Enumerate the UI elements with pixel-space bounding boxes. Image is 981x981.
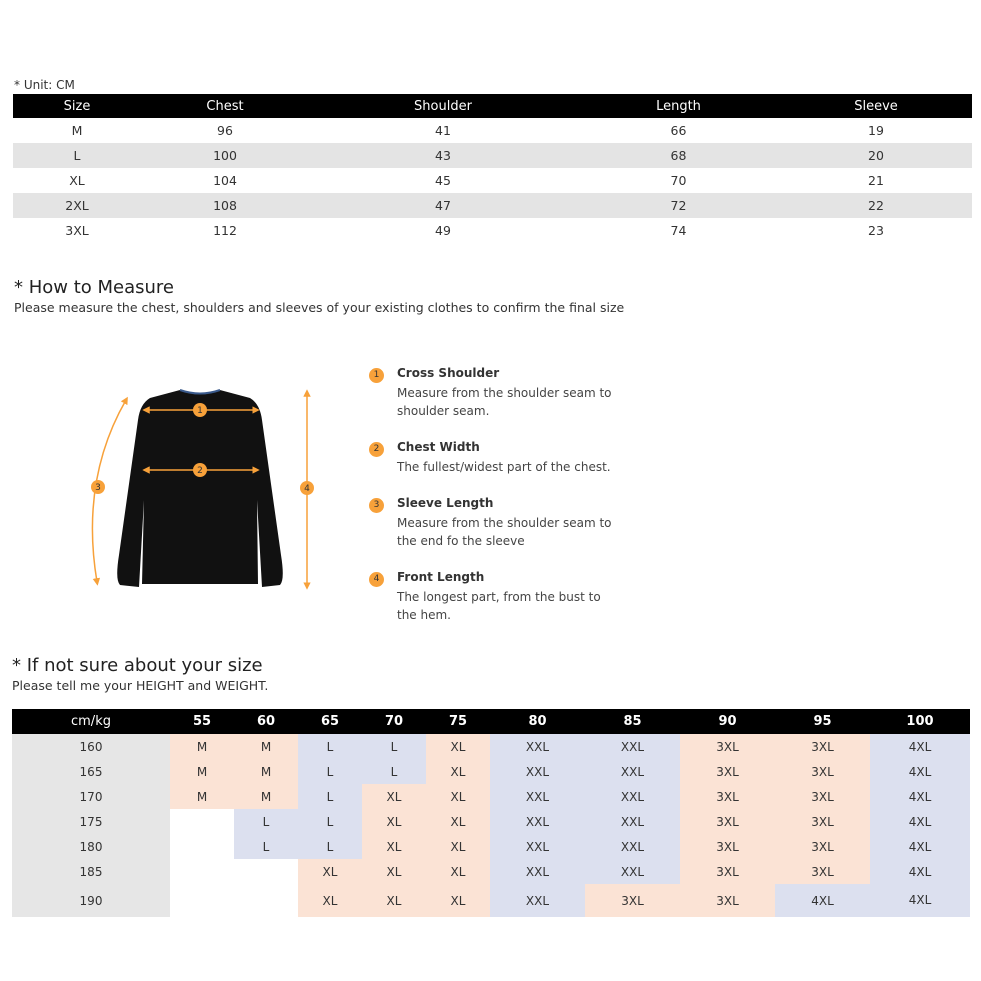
size-cell: XL [298, 884, 362, 917]
chest-cell: 108 [141, 193, 309, 218]
empty-cell [170, 809, 234, 834]
size-recommendation-grid [12, 709, 970, 917]
height-label: 160 [12, 734, 170, 759]
size-cell: L [362, 734, 426, 759]
size-table-row [13, 193, 972, 218]
size-cell: XL [426, 809, 490, 834]
size-table-header: Chest [141, 94, 309, 118]
marker-4 [300, 481, 314, 495]
size-cell: XXL [490, 734, 585, 759]
weight-header: 65 [298, 709, 362, 734]
height-label: 170 [12, 784, 170, 809]
size-cell: 3XL [775, 809, 870, 834]
legend-title: Sleeve Length [397, 496, 494, 510]
size-cell: L [298, 834, 362, 859]
size-cell: 3XL [680, 734, 775, 759]
empty-cell [170, 884, 234, 917]
chest-cell: 96 [217, 123, 233, 138]
weight-header: 60 [234, 709, 298, 734]
size-cell: XL [298, 859, 362, 884]
size-cell: 2XL [13, 193, 141, 218]
height-label: 175 [12, 809, 170, 834]
size-cell: 4XL [870, 834, 970, 859]
weight-header: 85 [585, 709, 680, 734]
size-cell: 3XL [775, 859, 870, 884]
size-cell: XL [69, 173, 85, 188]
size-cell: 3XL [775, 759, 870, 784]
size-cell: L [298, 784, 362, 809]
sleeve-cell: 19 [868, 123, 884, 138]
size-cell: XXL [490, 809, 585, 834]
shoulder-cell: 43 [309, 143, 577, 168]
sweater-shape [117, 390, 283, 587]
size-cell: XL [362, 809, 426, 834]
legend-description: The fullest/widest part of the chest. [397, 460, 611, 474]
size-cell: 4XL [870, 784, 970, 809]
size-cell: 3XL [775, 834, 870, 859]
weight-header: 55 [170, 709, 234, 734]
legend-title: Cross Shoulder [397, 366, 500, 380]
size-cell: 3XL [680, 859, 775, 884]
size-table-row [13, 143, 972, 168]
size-cell: XXL [585, 734, 680, 759]
number-badge: 1 [369, 368, 384, 383]
chest-cell: 104 [213, 173, 237, 188]
height-label: 180 [12, 834, 170, 859]
shoulder-cell: 45 [435, 173, 451, 188]
size-cell: M [234, 784, 298, 809]
weight-header: 100 [870, 709, 970, 734]
weight-header: 95 [775, 709, 870, 734]
marker-3 [91, 480, 105, 494]
empty-cell [234, 884, 298, 917]
size-cell: XXL [490, 884, 585, 917]
how-to-measure-subtitle: Please measure the chest, shoulders and sleeves of your existing clothes to confirm the final size [14, 300, 625, 315]
weight-header: 90 [680, 709, 775, 734]
not-sure-subtitle: Please tell me your HEIGHT and WEIGHT. [12, 678, 269, 693]
size-cell: 3XL [585, 884, 680, 917]
sleeve-cell: 20 [780, 143, 972, 168]
size-cell: 4XL [870, 859, 970, 884]
size-table-header-row [13, 94, 972, 118]
sweater-diagram [80, 380, 320, 595]
shoulder-cell: 41 [435, 123, 451, 138]
size-cell: XXL [585, 759, 680, 784]
number-badge: 3 [369, 498, 384, 513]
size-cell: 4XL [870, 884, 970, 917]
sleeve-cell: 23 [868, 223, 884, 238]
size-cell: XL [362, 884, 426, 917]
legend-description: Measure from the shoulder seam to the end fo the sleeve [397, 516, 612, 548]
not-sure-title: * If not sure about your size [12, 655, 263, 676]
size-cell: XXL [585, 809, 680, 834]
size-cell: 4XL [870, 759, 970, 784]
weight-header: 75 [426, 709, 490, 734]
size-cell: M [234, 759, 298, 784]
size-cell: L [13, 143, 141, 168]
size-cell: XL [362, 834, 426, 859]
legend-description: Measure from the shoulder seam to shoulder seam. [397, 386, 612, 418]
weight-header: 70 [362, 709, 426, 734]
size-cell: XL [426, 734, 490, 759]
unit-note: * Unit: CM [14, 78, 75, 92]
size-cell: XL [426, 859, 490, 884]
empty-cell [234, 859, 298, 884]
chest-cell: 100 [141, 143, 309, 168]
weight-header: 80 [490, 709, 585, 734]
size-table-header: Length [577, 94, 780, 118]
size-cell: XL [362, 859, 426, 884]
size-cell: XXL [490, 834, 585, 859]
how-to-measure-title: * How to Measure [14, 277, 175, 298]
size-table-header: Sleeve [780, 94, 972, 118]
shoulder-cell: 49 [435, 223, 451, 238]
size-cell: L [234, 834, 298, 859]
size-cell: L [234, 809, 298, 834]
size-cell: 3XL [680, 784, 775, 809]
size-cell: 3XL [65, 223, 89, 238]
size-cell: 4XL [870, 809, 970, 834]
grid-corner-label: cm/kg [12, 709, 170, 734]
size-cell: 3XL [775, 734, 870, 759]
marker-label: 1 [197, 406, 203, 416]
sleeve-cell: 21 [868, 173, 884, 188]
sleeve-cell: 22 [780, 193, 972, 218]
size-table-row [13, 168, 972, 193]
size-cell: M [170, 734, 234, 759]
size-cell: XXL [585, 834, 680, 859]
length-cell: 72 [577, 193, 780, 218]
marker-label: 2 [197, 466, 203, 476]
empty-cell [170, 859, 234, 884]
size-table-header: Shoulder [309, 94, 577, 118]
size-table-header: Size [13, 94, 141, 118]
marker-2 [193, 463, 207, 477]
size-cell: 3XL [680, 759, 775, 784]
size-table [13, 94, 972, 243]
chest-cell: 112 [213, 223, 237, 238]
size-cell: XL [362, 784, 426, 809]
size-cell: 4XL [870, 734, 970, 759]
shoulder-cell: 47 [309, 193, 577, 218]
height-label: 185 [12, 859, 170, 884]
size-table-row [13, 218, 972, 243]
size-cell: XXL [585, 859, 680, 884]
legend-description: The longest part, from the bust to the hem. [397, 590, 601, 622]
length-cell: 68 [577, 143, 780, 168]
size-cell: XL [426, 759, 490, 784]
size-cell: XL [426, 784, 490, 809]
size-cell: M [170, 759, 234, 784]
size-cell: XXL [490, 859, 585, 884]
legend-title: Front Length [397, 570, 485, 584]
length-cell: 74 [670, 223, 687, 238]
size-cell: 3XL [680, 834, 775, 859]
marker-label: 3 [95, 483, 101, 493]
size-cell: 3XL [680, 809, 775, 834]
marker-1 [193, 403, 207, 417]
size-cell: 3XL [680, 884, 775, 917]
size-table-row [13, 118, 972, 143]
size-cell: XXL [585, 784, 680, 809]
marker-label: 4 [304, 484, 310, 494]
size-cell: XL [426, 834, 490, 859]
number-badge: 2 [369, 442, 384, 457]
size-cell: XXL [490, 759, 585, 784]
size-cell: M [71, 123, 83, 138]
size-cell: L [298, 809, 362, 834]
size-cell: L [298, 734, 362, 759]
length-cell: 66 [670, 123, 687, 138]
size-cell: M [170, 784, 234, 809]
size-cell: 4XL [775, 884, 870, 917]
legend-title: Chest Width [397, 440, 480, 454]
length-cell: 70 [670, 173, 687, 188]
size-cell: L [298, 759, 362, 784]
empty-cell [170, 834, 234, 859]
size-cell: M [234, 734, 298, 759]
height-label: 165 [12, 759, 170, 784]
size-cell: 3XL [775, 784, 870, 809]
size-cell: L [362, 759, 426, 784]
height-label: 190 [12, 884, 170, 917]
size-cell: XL [426, 884, 490, 917]
size-cell: XXL [490, 784, 585, 809]
number-badge: 4 [369, 572, 384, 587]
